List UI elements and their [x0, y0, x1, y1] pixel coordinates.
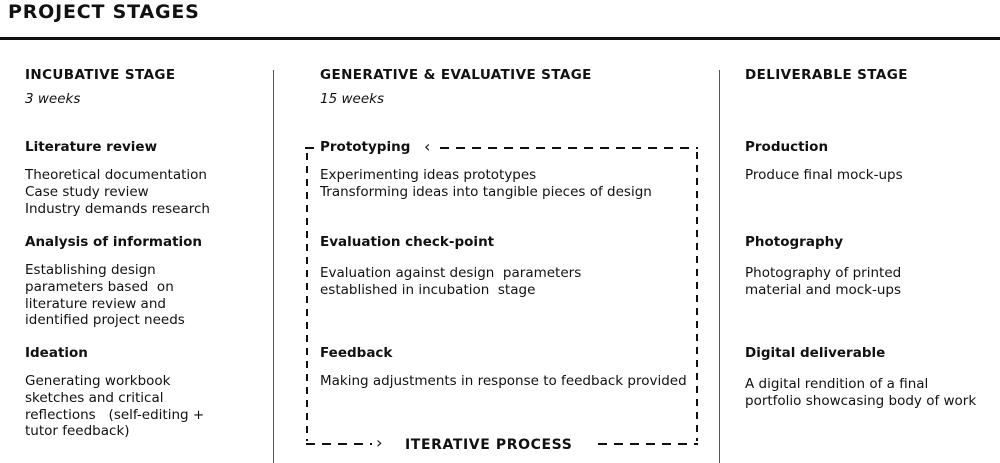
text-line: tutor feedback) — [25, 423, 130, 440]
text-line: Making adjustments in response to feedback provided — [320, 373, 687, 389]
block-title-prototyping: Prototyping — [320, 139, 411, 155]
block-title-feedback: Feedback — [320, 345, 393, 361]
column-heading-generative: GENERATIVE & EVALUATIVE STAGE — [320, 67, 592, 83]
photography-details — [745, 265, 901, 299]
title-divider — [0, 37, 1000, 40]
text-line: Experimenting ideas prototypes — [320, 167, 537, 183]
loop-box-right-border — [696, 152, 698, 441]
loop-arrow-right-icon: › — [376, 433, 383, 452]
text-line: Produce final mock-ups — [745, 167, 903, 183]
loop-arrow-left-icon: ‹ — [424, 137, 431, 156]
text-line: material and mock-ups — [745, 281, 902, 298]
incubative-duration: 3 weeks — [25, 91, 81, 107]
iterative-process-label: ITERATIVE PROCESS — [405, 437, 573, 453]
text-line: Case study review — [25, 183, 149, 200]
text-line: Establishing design — [25, 262, 156, 278]
text-line: A digital rendition of a final — [745, 376, 929, 392]
loop-box-bottom-left-dashes — [306, 443, 372, 445]
evaluation-checkpoint-details — [320, 265, 581, 299]
column-heading-incubative: INCUBATIVE STAGE — [25, 67, 176, 83]
generative-duration: 15 weeks — [320, 91, 384, 107]
block-title-evaluation-checkpoint: Evaluation check-point — [320, 234, 495, 250]
text-line: parameters based on — [25, 278, 174, 295]
block-title-production: Production — [745, 139, 829, 155]
loop-box-top-border — [440, 147, 698, 149]
column-divider-1 — [273, 70, 274, 463]
text-line: reflections (self-editing + — [25, 406, 205, 423]
column-divider-2 — [719, 70, 720, 463]
feedback-details — [320, 373, 687, 390]
digital-deliverable-details — [745, 376, 976, 410]
ideation-details — [25, 373, 204, 440]
text-line: literature review and — [25, 295, 166, 312]
text-line: Evaluation against design parameters — [320, 265, 582, 281]
block-title-analysis: Analysis of information — [25, 234, 203, 250]
text-line: established in incubation stage — [320, 281, 536, 298]
loop-box-bottom-right-dashes — [598, 443, 698, 445]
block-title-literature-review: Literature review — [25, 139, 158, 155]
column-heading-deliverable: DELIVERABLE STAGE — [745, 67, 908, 83]
analysis-details — [25, 262, 185, 329]
prototyping-details — [320, 167, 652, 201]
text-line: portfolio showcasing body of work — [745, 392, 977, 409]
block-title-photography: Photography — [745, 234, 844, 250]
page-title: PROJECT STAGES — [8, 1, 200, 23]
block-title-ideation: Ideation — [25, 345, 88, 361]
production-details — [745, 167, 903, 184]
text-line: Theoretical documentation — [25, 167, 207, 183]
loop-box-top-left-dash — [305, 147, 314, 149]
text-line: Photography of printed — [745, 265, 902, 281]
text-line: Industry demands research — [25, 200, 210, 217]
block-title-digital-deliverable: Digital deliverable — [745, 345, 886, 361]
text-line: sketches and critical — [25, 389, 164, 406]
literature-review-details — [25, 167, 210, 217]
text-line: identified project needs — [25, 312, 185, 329]
text-line: Generating workbook — [25, 373, 171, 389]
loop-box-left-border — [306, 153, 308, 441]
text-line: Transforming ideas into tangible pieces of design — [320, 183, 652, 200]
